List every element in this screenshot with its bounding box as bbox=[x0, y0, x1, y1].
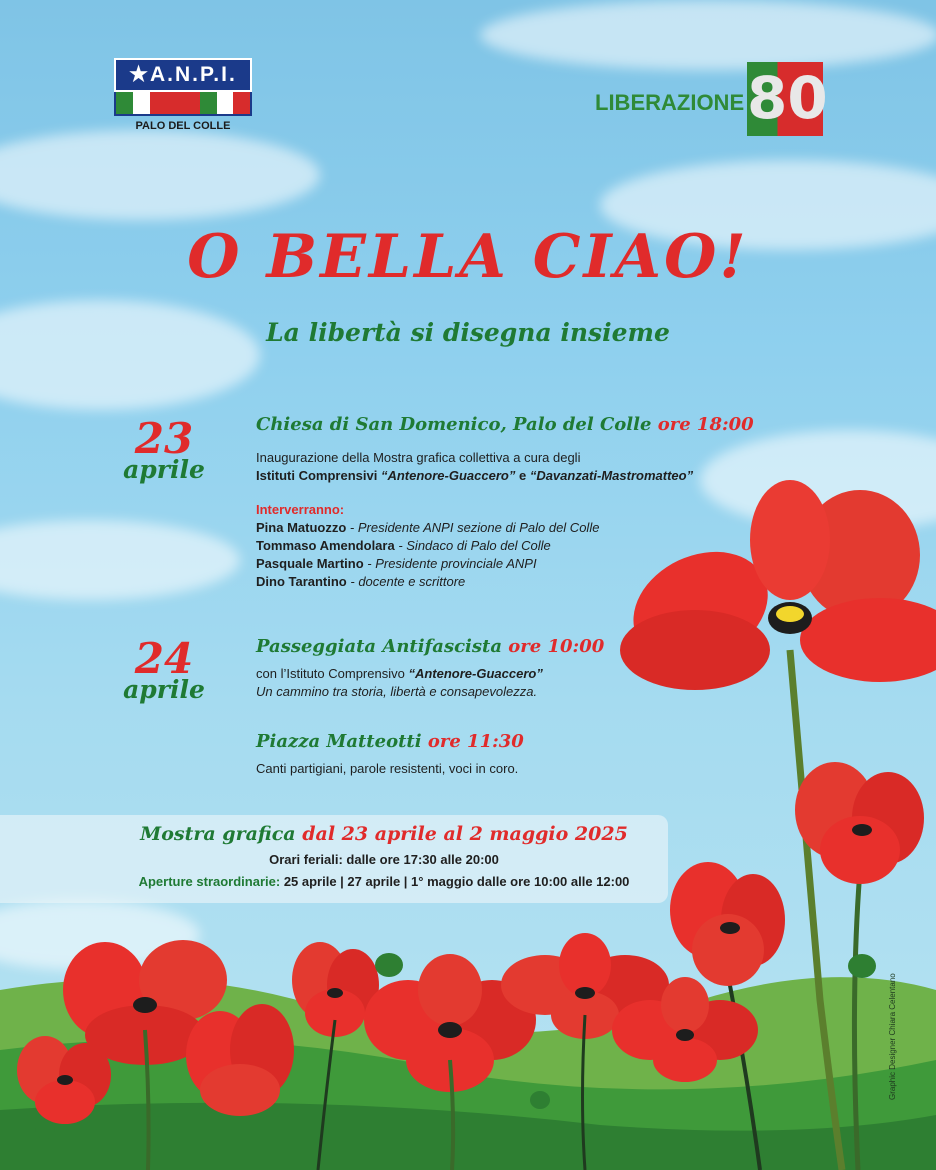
speaker-row: Dino Tarantino - docente e scrittore bbox=[256, 574, 466, 589]
extra-openings: Aperture straordinarie: 25 aprile | 27 aprile | 1° maggio dalle ore 10:00 alle 12:00 bbox=[138, 874, 630, 889]
poster-title: O BELLA CIAO! bbox=[187, 222, 749, 292]
event-time: ore 11:30 bbox=[427, 731, 524, 752]
date-month: aprile bbox=[123, 455, 205, 484]
description-line: con l’Istituto Comprensivo “Antenore-Guaccero” bbox=[256, 666, 543, 681]
event-description: Canti partigiani, parole resistenti, voci in coro. bbox=[256, 761, 519, 776]
large-poppy bbox=[615, 480, 936, 690]
exhibition-label: Mostra grafica bbox=[140, 823, 296, 845]
designer-credit: Graphic Designer Chiara Celentano bbox=[888, 973, 897, 1100]
anpi-logo-title: ★A.N.P.I. bbox=[114, 58, 252, 92]
poster-subtitle: La libertà si disegna insieme bbox=[266, 318, 670, 347]
anpi-logo-place: PALO DEL COLLE bbox=[135, 120, 231, 132]
event-time: ore 18:00 bbox=[657, 414, 754, 435]
speaker-row: Tommaso Amendolara - Sindaco di Palo del Colle bbox=[256, 538, 551, 553]
event-place: Chiesa di San Domenico, Palo del Colle bbox=[256, 414, 652, 435]
event-time: ore 10:00 bbox=[508, 636, 605, 657]
date-day: 23 bbox=[134, 414, 194, 463]
speaker-row: Pasquale Martino - Presidente provinciale ANPI bbox=[256, 556, 537, 571]
liberazione-word: LIBERAZIONE bbox=[595, 90, 745, 115]
description-line: Inaugurazione della Mostra grafica collettiva a cura degli bbox=[256, 450, 581, 465]
event-place: Passeggiata Antifascista bbox=[256, 636, 503, 657]
description-line: Un cammino tra storia, libertà e consapevolezza. bbox=[256, 684, 538, 699]
weekday-hours: Orari feriali: dalle ore 17:30 alle 20:00 bbox=[269, 852, 499, 867]
exhibition-dates: dal 23 aprile al 2 maggio 2025 bbox=[302, 823, 628, 845]
date-month: aprile bbox=[123, 675, 205, 704]
liberazione-number: 80 bbox=[747, 62, 823, 136]
speaker-row: Pina Matuozzo - Presidente ANPI sezione di Palo del Colle bbox=[256, 520, 600, 535]
description-line: Istituti Comprensivi “Antenore-Guaccero” e “Davanzati-Mastromatteo” bbox=[256, 468, 694, 483]
speakers-label: Interverranno: bbox=[256, 502, 345, 517]
event-place: Piazza Matteotti bbox=[256, 731, 422, 752]
date-day: 24 bbox=[134, 634, 194, 683]
